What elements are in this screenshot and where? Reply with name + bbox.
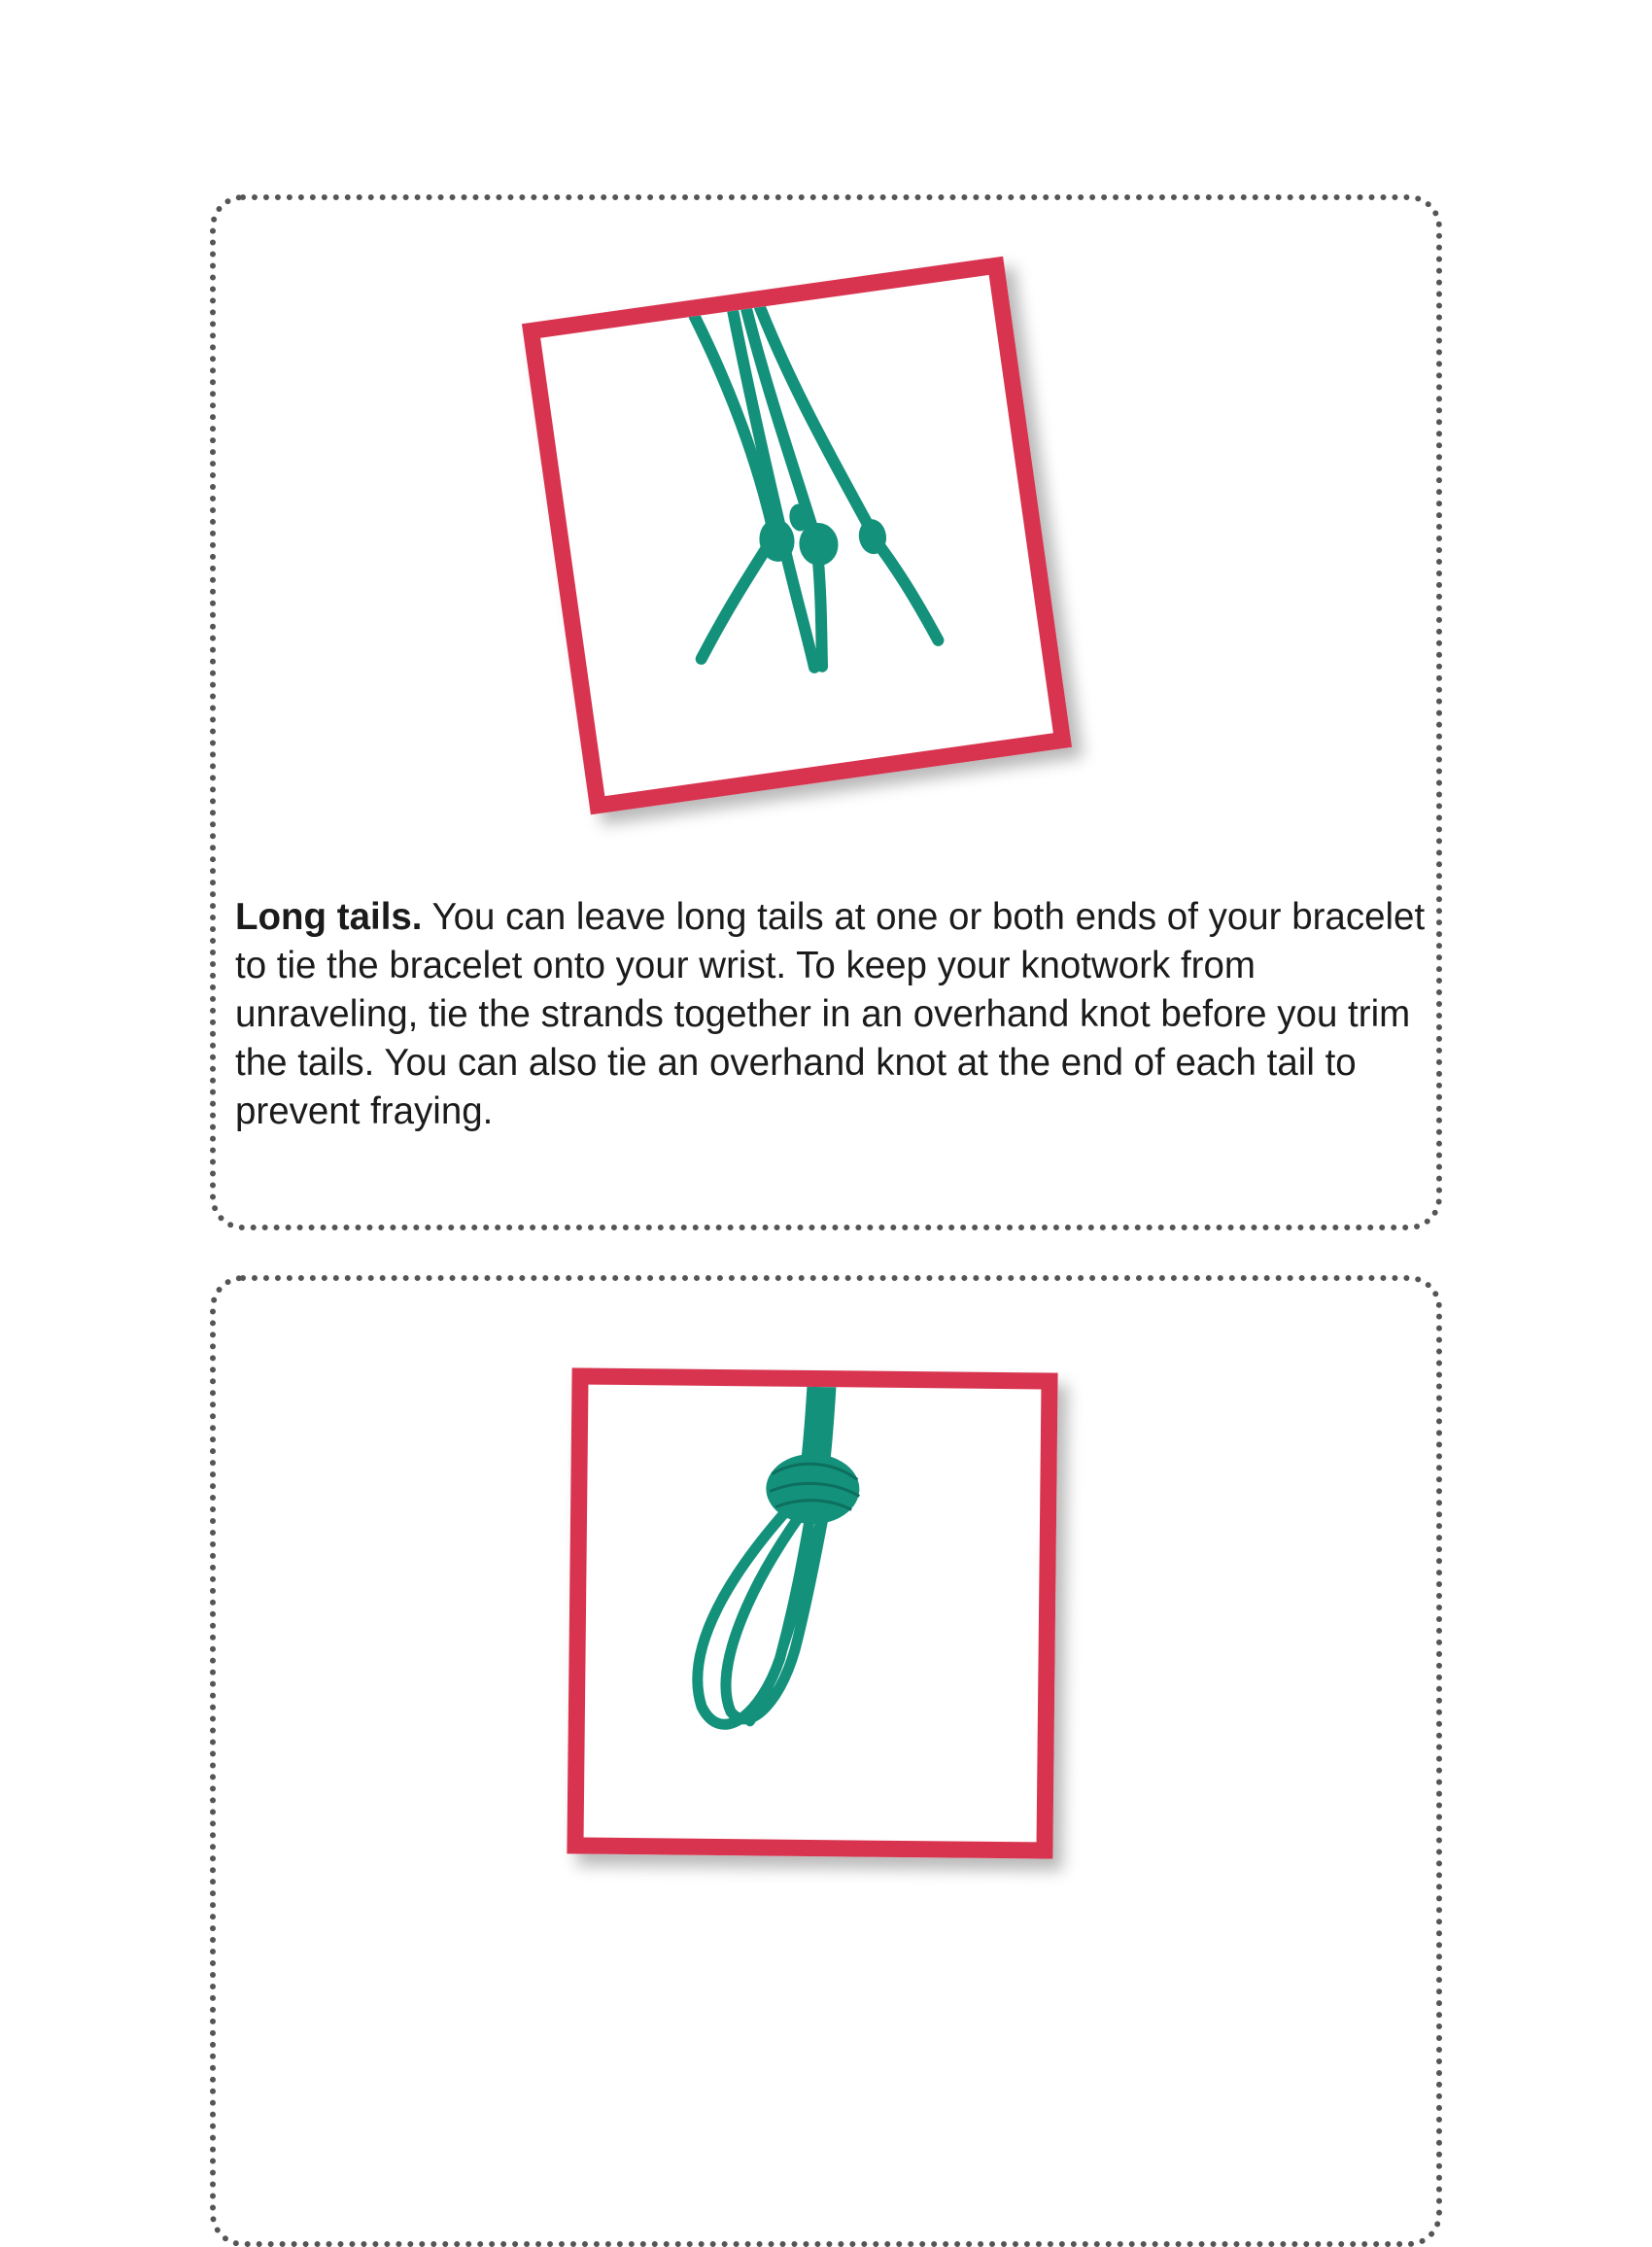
long-tails-photo (522, 257, 1072, 815)
overhand-knot-photo (567, 1367, 1057, 1858)
section-heading: Long tails. (235, 896, 423, 938)
instruction-card-overhand-knot (210, 1275, 1442, 2247)
instruction-card-long-tails (210, 194, 1442, 1230)
overhand-knot-illustration (584, 1385, 1042, 1843)
cord-tails-illustration (540, 275, 1053, 796)
long-tails-caption (235, 893, 1427, 1136)
section-body: You can leave long tails at one or both ends of your bracelet to tie the bracelet onto your wrist. To keep your knotwork from unraveling, tie the strands together in an overhand knot before you trim the tails. You can also tie an overhand knot at the end of each tail to prevent fraying. (235, 896, 1426, 1132)
